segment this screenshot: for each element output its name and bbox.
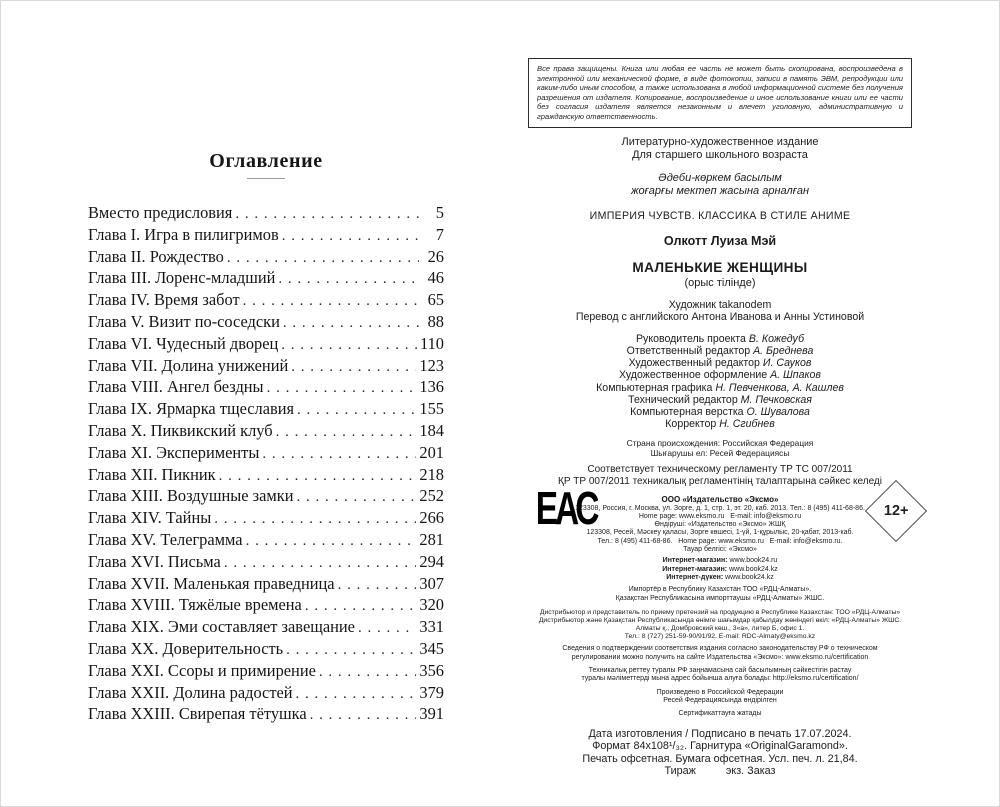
toc-entry-page: 136 — [419, 377, 444, 397]
format-line: Формат 84x108¹/₃₂. Гарнитура «OriginalGaramond». — [592, 740, 848, 753]
edition-type-kz-block — [520, 172, 920, 199]
toc-dot-leader — [319, 664, 417, 681]
toc-entry-page: 331 — [419, 617, 444, 637]
toc-title-rule — [247, 178, 285, 179]
toc-entry-page: 356 — [419, 660, 444, 680]
author-name: Олкотт Луиза Мэй — [663, 233, 777, 248]
toc-entry-page: 155 — [419, 399, 444, 419]
toc-dot-leader — [235, 206, 419, 223]
toc-entry-page: 266 — [419, 508, 444, 528]
book-title-language-note: (орыс тілінде) — [684, 276, 756, 289]
credit-line: Ответственный редактор А. Бреднева — [626, 344, 814, 357]
toc-entry — [88, 530, 444, 552]
shop-line: Интернет-дүкен: www.book24.kz — [666, 573, 774, 581]
credit-line: Художественный редактор И. Сауков — [628, 357, 812, 370]
toc-entry-page: 379 — [419, 682, 444, 702]
toc-entry-page: 307 — [419, 573, 444, 593]
tirage-rest: экз. Заказ — [725, 765, 776, 778]
toc-entry-label: Глава XV. Телеграмма — [88, 529, 243, 549]
origin-ru: Страна происхождения: Российская Федерация — [626, 438, 814, 449]
credit-line: Корректор Н. Сгибнев — [665, 418, 775, 431]
origin-kz: Шығарушы ел: Ресей Федерациясы — [650, 448, 790, 459]
regulation-kz: ҚР ТР 007/2011 техникалық регламентінің талаптарына сәйкес келеді — [558, 475, 882, 487]
shop-line: Интернет-магазин: www.book24.ru — [662, 557, 778, 565]
toc-entry-page: 252 — [419, 486, 444, 506]
distributor-ru: Дистрибьютор и представитель по приему претензий на продукцию в Республике Казахстан: ТОО «РДЦ-Алматы» — [539, 608, 901, 616]
toc-entry-label: Глава X. Пиквикский клуб — [88, 420, 273, 440]
toc-dot-leader — [291, 359, 416, 376]
toc-entry-label: Глава XVII. Маленькая праведница — [88, 573, 335, 593]
toc-dot-leader — [214, 511, 416, 528]
credits-block — [520, 333, 920, 431]
toc-entry-page: 88 — [427, 311, 444, 331]
producer-address-kz: 123308, Ресей, Мәскеу қаласы, Зорге көшесі, 1-үй, 1-құрылыс, 20-қабат, 2013-каб. — [586, 529, 854, 537]
regulation-ru: Соответствует техническому регламенту ТР ТС 007/2011 — [587, 464, 853, 476]
toc-entry-label: Глава XXIII. Свирепая тётушка — [88, 704, 307, 724]
edition-type-kz: Әдеби-көркем басылым — [658, 171, 782, 184]
toc-entry-label: Глава IX. Ярмарка тщеславия — [88, 399, 295, 419]
toc-dot-leader — [296, 489, 416, 506]
toc-entry — [88, 552, 444, 574]
toc-entry — [88, 334, 444, 356]
toc-dot-leader — [338, 577, 417, 594]
toc-entry-label: Глава V. Визит по-соседски — [88, 311, 280, 331]
certification-info-kz: Техникалық реттеу туралы РФ заңнамасына сай басылымның сәйкестігін растау туралы мәліметтерді мына адрес бойынша алуға болады: http://eksmo.ru/certification/ — [581, 667, 859, 683]
toc-entry — [88, 399, 444, 421]
toc-entry-label: Вместо предисловия — [88, 203, 233, 222]
book-title: МАЛЕНЬКИЕ ЖЕНЩИНЫ — [632, 259, 808, 275]
edition-type-ru: Литературно-художественное издание — [621, 135, 819, 148]
publisher-name: ООО «Издательство «Эксмо» — [661, 494, 779, 504]
toc-entry — [88, 661, 444, 683]
made-in-block — [520, 689, 920, 706]
toc-entry — [88, 683, 444, 705]
credit-line: Компьютерная графика Н. Певченкова, А. Кашлев — [596, 381, 844, 394]
importer-kz: Қазақстан Республикасына импорттаушы «РДЦ-Алматы» ЖШС. — [615, 594, 825, 602]
importer-block — [520, 586, 920, 603]
tirage-line — [520, 765, 920, 778]
toc-entry-label: Глава II. Рождество — [88, 246, 224, 266]
artist-translation-block — [520, 299, 920, 324]
toc-dot-leader — [219, 468, 417, 485]
toc-dot-leader — [358, 620, 416, 637]
toc-entry-page: 294 — [419, 551, 444, 571]
publisher-address-ru: 123308, Россия, г. Москва, ул. Зорге, д. 1, стр. 1, эт. 20, каб. 2013. Тел.: 8 (495) 411-68-86. — [575, 504, 865, 512]
toc-entry-label: Глава XIII. Воздушные замки — [88, 486, 294, 506]
toc-list — [88, 203, 444, 726]
credit-line: Руководитель проекта В. Кожедуб — [635, 332, 805, 345]
toc-dot-leader — [278, 271, 419, 288]
toc-entry-page: 5 — [435, 203, 444, 222]
country-of-origin-block — [520, 438, 920, 458]
credit-line: Технический редактор М. Печковская — [628, 393, 812, 406]
age-rating-label: 12+ — [883, 502, 909, 519]
made-in-kz: Ресей Федерациясында өндірілген — [663, 696, 777, 704]
made-in-ru: Произведено в Российской Федерации — [656, 688, 784, 696]
toc-dot-leader — [310, 707, 417, 724]
toc-page — [88, 150, 444, 726]
toc-entry — [88, 377, 444, 399]
toc-entry-page: 26 — [427, 246, 444, 266]
edition-type-block — [520, 136, 920, 163]
certification-info-ru: Сведения о подтверждении соответствия издания согласно законодательству РФ о техническом регулировании можно получить на сайте Издательства «Эксмо»: www.eksmo.ru/certification — [562, 645, 878, 661]
distributor-phone: Тел.: 8 (727) 251-59-90/91/92. E-mail: RDC-Almaty@eksmo.kz — [624, 632, 816, 640]
shop-line: Интернет-магазин: www.book24.kz — [662, 565, 778, 573]
toc-entry-page: 46 — [427, 268, 444, 288]
toc-entry — [88, 704, 444, 726]
toc-entry — [88, 486, 444, 508]
toc-entry — [88, 268, 444, 290]
toc-entry-page: 281 — [419, 529, 444, 549]
toc-entry — [88, 203, 444, 225]
trademark-line: Тауар белгісі: «Эксмо» — [683, 546, 757, 554]
toc-entry-label: Глава VII. Долина унижений — [88, 355, 289, 375]
toc-entry-page: 184 — [419, 420, 444, 440]
toc-entry — [88, 421, 444, 443]
toc-entry-page: 201 — [419, 442, 444, 462]
copyright-notice-box: Все права защищены. Книга или любая ее часть не может быть скопирована, воспроизведена в электронной или механической форме, в виде фотокопии, записи в память ЭВМ, репродукции или каким-либо иным способом, а также использована в любой информационной системе без получения разрешения от издателя. Копирование, воспроизведение и иное использование книги или ее части без согласия издателя является незаконным и влечет уголовную, административную и гражданскую ответственность. — [528, 58, 912, 128]
toc-entry — [88, 595, 444, 617]
artist-line: Художник takanodem — [668, 298, 772, 311]
toc-entry-label: Глава XVI. Письма — [88, 551, 221, 571]
toc-entry — [88, 508, 444, 530]
series-title: ИМПЕРИЯ ЧУВСТВ. КЛАССИКА В СТИЛЕ АНИМЕ — [589, 209, 851, 222]
online-shops-block — [520, 557, 920, 582]
toc-dot-leader — [224, 555, 417, 572]
toc-entry — [88, 443, 444, 465]
toc-entry-label: Глава VIII. Ангел бездны — [88, 377, 264, 397]
toc-dot-leader — [246, 533, 417, 550]
toc-entry-label: Глава III. Лоренс-младший — [88, 268, 276, 288]
distributor-kz: Дистрибьютор және Қазақстан Республикасында өнімге шағымдар қабылдау жөніндегі өкіл: «РДЦ-Алматы» ЖШС. — [538, 616, 902, 624]
age-note-ru: Для старшего школьного возраста — [632, 149, 808, 162]
toc-entry — [88, 574, 444, 596]
eac-conformity-mark-icon: ЕАС — [535, 482, 597, 535]
toc-entry-page: 218 — [419, 464, 444, 484]
distributor-address: Алматы қ., Домбровский көш., 3«а», литер Б, офис 1. — [635, 624, 805, 632]
toc-entry — [88, 312, 444, 334]
toc-dot-leader — [297, 402, 416, 419]
print-line: Печать офсетная. Бумага офсетная. Усл. печ. л. 21,84. — [582, 752, 858, 765]
toc-entry — [88, 465, 444, 487]
toc-entry-label: Глава XIV. Тайны — [88, 508, 212, 528]
toc-entry — [88, 356, 444, 378]
toc-entry-label: Глава IV. Время забот — [88, 290, 240, 310]
imprint-page — [520, 58, 920, 778]
age-note-kz: жоғарғы мектеп жасына арналған — [630, 185, 810, 198]
toc-entry-page: 7 — [435, 224, 444, 244]
toc-entry-label: Глава XI. Эксперименты — [88, 442, 260, 462]
credit-line: Компьютерная верстка О. Шувалова — [630, 405, 810, 418]
toc-dot-leader — [282, 228, 419, 245]
toc-entry — [88, 639, 444, 661]
producer-web-kz: Тел.: 8 (495) 411-68-86. Home page: www.eksmo.ru E-mail: info@eksmo.ru. — [597, 537, 843, 545]
toc-entry-page: 345 — [419, 638, 444, 658]
producer-kz: Өндіруші: «Издательство «Эксмо» ЖШҚ — [654, 521, 786, 529]
importer-ru: Импортёр в Республику Казахстан ТОО «РДЦ-Алматы». — [628, 586, 812, 594]
tirage-label: Тираж — [664, 765, 696, 778]
toc-entry-label: Глава XVIII. Тяжёлые времена — [88, 595, 302, 615]
print-date: Дата изготовления / Подписано в печать 17.07.2024. — [588, 727, 852, 740]
translation-line: Перевод с английского Антона Иванова и Анны Устиновой — [575, 311, 865, 324]
toc-entry-label: Глава XXII. Долина радостей — [88, 682, 293, 702]
toc-entry-page: 320 — [419, 595, 444, 615]
toc-entry-page: 110 — [420, 333, 444, 353]
toc-entry-label: Глава I. Игра в пилигримов — [88, 224, 279, 244]
toc-dot-leader — [305, 598, 417, 615]
toc-dot-leader — [281, 337, 417, 354]
toc-dot-leader — [276, 424, 417, 441]
distributor-block — [520, 609, 920, 641]
toc-entry-label: Глава XXI. Ссоры и примирение — [88, 660, 316, 680]
toc-dot-leader — [243, 293, 419, 310]
toc-entry — [88, 290, 444, 312]
toc-dot-leader — [262, 446, 416, 463]
toc-entry-page: 391 — [419, 704, 444, 724]
toc-entry-page: 123 — [419, 355, 444, 375]
toc-dot-leader — [267, 380, 417, 397]
toc-title: Оглавление — [209, 150, 323, 172]
toc-entry — [88, 247, 444, 269]
publisher-web-ru: Home page: www.eksmo.ru E-mail: info@eksmo.ru — [638, 512, 802, 520]
toc-entry-label: Глава XII. Пикник — [88, 464, 216, 484]
toc-dot-leader — [296, 686, 417, 703]
toc-dot-leader — [227, 250, 419, 267]
toc-entry — [88, 225, 444, 247]
toc-entry-label: Глава XX. Доверительность — [88, 638, 284, 658]
toc-entry-label: Глава VI. Чудесный дворец — [88, 333, 279, 353]
toc-entry-page: 65 — [427, 290, 444, 310]
certification-note: Сертификаттауға жатады — [678, 710, 762, 718]
print-info-block — [520, 728, 920, 778]
toc-dot-leader — [286, 642, 416, 659]
toc-entry — [88, 617, 444, 639]
credit-line: Художественное оформление А. Шпаков — [619, 369, 821, 382]
toc-entry-label: Глава XIX. Эми составляет завещание — [88, 617, 355, 637]
toc-dot-leader — [283, 315, 419, 332]
